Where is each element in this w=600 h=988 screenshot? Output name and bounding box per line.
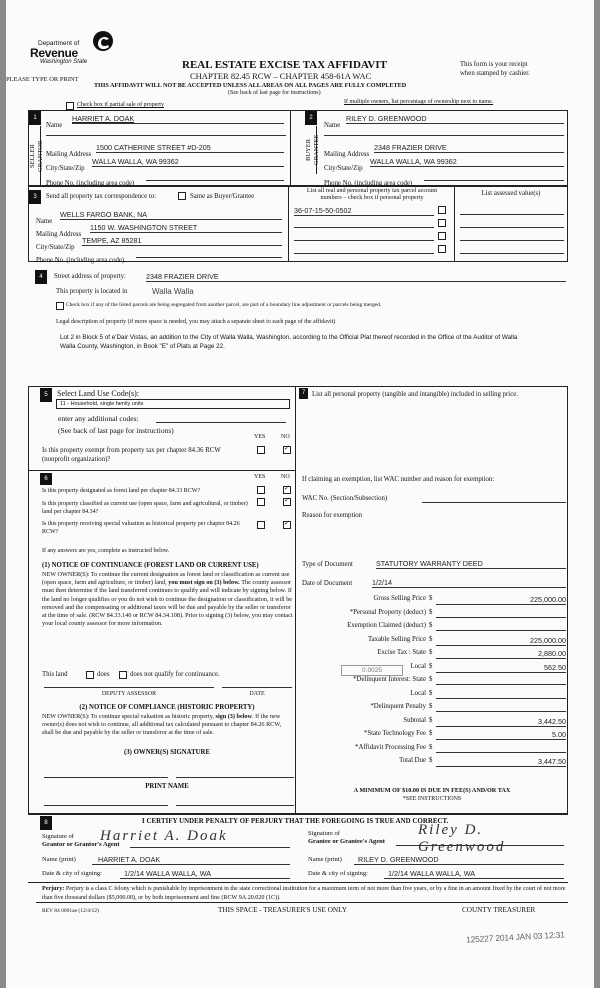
amount-value[interactable]: 2,880.00 bbox=[436, 649, 566, 659]
personal-property-checkbox[interactable] bbox=[438, 232, 446, 240]
print-name-line-2[interactable] bbox=[176, 805, 294, 806]
amount-value[interactable]: 3,442.50 bbox=[436, 717, 566, 727]
amount-row-state-tax bbox=[296, 649, 596, 661]
owner-signature-line-2[interactable] bbox=[176, 777, 294, 778]
wac-label: WAC No. (Section/Subsection) bbox=[302, 495, 388, 502]
amount-row-total bbox=[296, 757, 596, 769]
section-5-number: 5 bbox=[40, 388, 52, 402]
amount-value[interactable] bbox=[436, 609, 566, 618]
agency-line1: Department of bbox=[38, 40, 80, 47]
amount-row-gross bbox=[296, 595, 596, 607]
dor-logo bbox=[30, 30, 130, 66]
perjury-top-rule bbox=[28, 882, 568, 883]
partial-sale-checkbox[interactable] bbox=[66, 102, 74, 110]
currency-symbol: $ bbox=[429, 608, 433, 616]
seller-mailing-field[interactable]: 1500 CATHERINE STREET #D-205 bbox=[96, 143, 284, 153]
legal-description-field[interactable]: Lot 2 in Block 5 of e'Dair Vistas, an addition to the City of Walla Walla, Washington, according to the Official Plat thereof recorded in the Office of the Auditor of Walla Walla County, Washington, in Book "E" of Plats at Page 22. bbox=[60, 334, 518, 350]
seller-name-row bbox=[46, 114, 286, 132]
please-type: PLEASE TYPE OR PRINT bbox=[6, 76, 79, 83]
county-treasurer-label: COUNTY TREASURER bbox=[462, 906, 536, 914]
grantor-date-label: Date & city of signing: bbox=[42, 870, 102, 877]
parcel-number-field[interactable] bbox=[294, 245, 434, 254]
section-2-number: 2 bbox=[305, 111, 317, 125]
compliance-text-b: . If the new owner(s) does not wish to continue, all additional tax calculated pursuant to chapter 84.26 RCW, shall be due and payable by the seller or transferor at the time of sale. bbox=[42, 713, 282, 737]
parcel-number-field[interactable] bbox=[294, 232, 434, 241]
multiple-owners-note: If multiple owners, list percentage of ownership next to name. bbox=[344, 99, 494, 105]
currency-symbol: $ bbox=[429, 716, 433, 724]
deputy-assessor-label: DEPUTY ASSESSOR bbox=[101, 691, 157, 697]
doc-type-label: Type of Document bbox=[302, 561, 353, 568]
currency-symbol: $ bbox=[429, 703, 433, 710]
amount-label: Excise Tax : State bbox=[377, 649, 426, 656]
send-correspondence-label: Send all property tax correspondence to: bbox=[46, 193, 157, 200]
seller-phone-label: Phone No. (including area code) bbox=[46, 180, 135, 187]
buyer-city-field[interactable]: WALLA WALLA, WA 99362 bbox=[370, 157, 564, 167]
form-title: REAL ESTATE EXCISE TAX AFFIDAVIT bbox=[182, 59, 387, 71]
currency-symbol: $ bbox=[429, 757, 433, 764]
corr-name-label: Name bbox=[36, 218, 53, 225]
buyer-name-row bbox=[324, 114, 564, 132]
corr-mailing-field[interactable]: 1150 W. WASHINGTON STREET bbox=[90, 223, 282, 233]
amount-value[interactable] bbox=[436, 690, 566, 699]
amount-label: *Delinquent Penalty bbox=[370, 703, 426, 710]
amount-label: *State Technology Fee bbox=[363, 730, 426, 737]
grantor-date-field[interactable]: 1/2/14 WALLA WALLA, WA bbox=[120, 869, 290, 879]
dor-logo-icon bbox=[92, 30, 114, 52]
current-use-question: Is this property classified as current use (open space, farm and agricultural, or timber) land per chapter 84.34? bbox=[42, 501, 248, 515]
grantee-name-label: Name (print) bbox=[308, 856, 342, 863]
segregated-checkbox[interactable] bbox=[56, 302, 64, 310]
buyer-phone-field[interactable] bbox=[424, 172, 564, 181]
deputy-assessor-line[interactable] bbox=[44, 687, 214, 688]
grantor-signature: Harriet A. Doak bbox=[100, 828, 228, 844]
amount-row-penalty bbox=[296, 703, 596, 715]
seller-phone-field[interactable] bbox=[146, 172, 284, 181]
corr-name-field[interactable]: WELLS FARGO BANK, NA bbox=[60, 210, 282, 220]
parcel-number-field[interactable] bbox=[294, 219, 434, 228]
grantee-sig-label1: Signature of bbox=[308, 830, 340, 837]
buyer-side-label bbox=[305, 126, 320, 174]
currency-symbol: $ bbox=[429, 689, 433, 697]
forest-no-checkbox[interactable] bbox=[283, 486, 291, 494]
acceptance-warning: THIS AFFIDAVIT WILL NOT BE ACCEPTED UNLESS ALL AREAS ON ALL PAGES ARE FULLY COMPLETED bbox=[94, 82, 407, 89]
print-name-line-1[interactable] bbox=[44, 805, 168, 806]
personal-property-field[interactable] bbox=[306, 412, 561, 468]
forest-yes-checkbox[interactable] bbox=[257, 486, 265, 494]
continuance-text-a: NEW OWNER(S): To continue the current designation as forest land or classification as current use (open space, farm and agriculture, or timber) land, bbox=[42, 571, 290, 587]
exemption-label: If claiming an exemption, list WAC number and reason for exemption: bbox=[302, 476, 495, 483]
amount-value[interactable]: 225,000.00 bbox=[436, 595, 566, 605]
corr-phone-row bbox=[36, 249, 286, 267]
parcel-row bbox=[292, 219, 452, 230]
s6-yes-header: YES bbox=[254, 474, 266, 480]
personal-property-checkbox[interactable] bbox=[438, 245, 446, 253]
treasurer-use-label: THIS SPACE - TREASURER'S USE ONLY bbox=[218, 906, 347, 914]
assessor-date-line[interactable] bbox=[222, 687, 292, 688]
cashier-stamp: 125227 2014 JAN 03 12:31 bbox=[465, 929, 565, 945]
grantee-date-field[interactable]: 1/2/14 WALLA WALLA, WA bbox=[384, 869, 564, 879]
section-3-number: 3 bbox=[29, 190, 41, 204]
amount-label: Subtotal bbox=[403, 716, 426, 724]
amount-value[interactable]: 562.50 bbox=[436, 663, 566, 673]
amount-label: *Affidavit Processing Fee bbox=[355, 743, 426, 751]
amount-value[interactable] bbox=[436, 703, 566, 712]
section-1-number: 1 bbox=[29, 111, 41, 125]
doc-date-field[interactable]: 1/2/14 bbox=[372, 578, 566, 588]
historic-question: Is this property receiving special valuation as historical property per chapter 84.26 RCW? bbox=[42, 521, 240, 535]
grantor-sig-label2: Grantor or Grantor's Agent bbox=[42, 841, 120, 848]
amount-row-delinquent-state bbox=[296, 676, 596, 688]
grantor-label: GRANTOR bbox=[37, 140, 44, 172]
additional-codes-field[interactable] bbox=[156, 414, 286, 423]
owner-signature-title: (3) OWNER(S) SIGNATURE bbox=[124, 749, 210, 756]
grantor-sig-label1: Signature of bbox=[42, 833, 74, 840]
corr-phone-label: Phone No. (including area code) bbox=[36, 257, 125, 264]
parcel-header-line1: List all real and personal property tax parcel account bbox=[306, 187, 438, 194]
seller-name-label: Name bbox=[46, 122, 63, 129]
assessed-value-field[interactable] bbox=[460, 206, 564, 215]
grantor-name-field[interactable]: HARRIET A. DOAK bbox=[92, 855, 290, 865]
seller-side-label bbox=[29, 126, 44, 186]
if-yes-note: If any answers are yes, complete as instructed below. bbox=[42, 548, 170, 554]
segregated-label: Check box if any of the listed parcels are being segregated from another parcel, are part of a boundary line adjustment or parcels being merged. bbox=[66, 302, 382, 308]
compliance-text bbox=[42, 713, 294, 738]
exempt-yes-checkbox[interactable] bbox=[257, 446, 265, 454]
this-land-label: This land bbox=[42, 671, 68, 678]
currency-symbol: $ bbox=[429, 649, 433, 656]
buyer-phone-label: Phone No. (including area code) bbox=[324, 180, 413, 187]
located-in-label: This property is located in bbox=[56, 288, 128, 295]
personal-property-label: List all personal property (tangible and intangible) included in selling price. bbox=[312, 391, 518, 398]
doc-type-field[interactable]: STATUTORY WARRANTY DEED bbox=[376, 559, 566, 569]
amount-row-local-tax bbox=[296, 663, 596, 675]
grantee-label: GRANTEE bbox=[313, 134, 320, 166]
see-back-note: (See back of last page for instructions) bbox=[228, 90, 321, 96]
land-does-not-label: does not qualify for continuance. bbox=[130, 671, 220, 678]
assessed-header: List assessed value(s) bbox=[481, 190, 541, 197]
parcel-header-line2: numbers – check box if personal property bbox=[320, 194, 424, 201]
amount-label: Taxable Selling Price bbox=[367, 635, 426, 643]
land-does-checkbox[interactable] bbox=[86, 671, 94, 679]
amount-row-personal bbox=[296, 609, 596, 621]
section-7-number: 7 bbox=[299, 388, 308, 399]
amount-label: Exemption Claimed (deduct) bbox=[347, 622, 426, 629]
seller-mailing-label: Mailing Address bbox=[46, 151, 92, 158]
currency-symbol: $ bbox=[429, 595, 433, 602]
parties-divider bbox=[290, 110, 291, 186]
amount-value[interactable]: 5.00 bbox=[436, 730, 566, 740]
agency-line2: Revenue bbox=[30, 46, 78, 60]
historic-no-checkbox[interactable] bbox=[283, 521, 291, 529]
print-name-label: PRINT NAME bbox=[145, 783, 189, 790]
buyer-name-field[interactable]: RILEY D. GREENWOOD bbox=[346, 114, 564, 124]
s6-no-header: NO bbox=[281, 474, 290, 480]
historic-yes-checkbox[interactable] bbox=[257, 521, 265, 529]
continuance-text bbox=[42, 571, 294, 628]
parcel-number-field[interactable]: 36-07-15-50-0502 bbox=[294, 206, 434, 216]
form-subtitle: CHAPTER 82.45 RCW – CHAPTER 458-61A WAC bbox=[190, 71, 372, 81]
grantee-date-label: Date & city of signing: bbox=[308, 870, 368, 877]
grantee-signature: Riley D. Greenwood bbox=[418, 822, 506, 855]
correspondence-divider bbox=[288, 186, 289, 262]
amount-value[interactable] bbox=[436, 744, 566, 753]
seller-city-field[interactable]: WALLA WALLA, WA 99362 bbox=[92, 157, 284, 167]
currency-symbol: $ bbox=[429, 635, 433, 643]
s5-yes-header: YES bbox=[254, 434, 266, 440]
partial-sale-label: Check box if partial sale of property bbox=[77, 102, 164, 108]
reason-label: Reason for exemption bbox=[302, 512, 363, 519]
continuance-text-b: The county assessor must then determine if the land transferred continues to qualify and will indicate by signing below. If the land no longer qualifies or you do not wish to continue the designation or classification, it will be removed and the compensating or additional taxes will be due and payable by the seller or transferor at the time of sale. (RCW 84.33.140 or RCW 84.34.108). Prior to signing (3) below, you may contact your local county assessor for more information. bbox=[42, 579, 293, 628]
continuance-text-bold: you must sign on (3) below. bbox=[168, 579, 240, 587]
assessed-divider bbox=[454, 186, 455, 262]
seller-label: SELLER bbox=[29, 144, 36, 168]
forest-land-question: Is this property designated as forest land per chapter 84.33 RCW? bbox=[42, 488, 201, 494]
legal-description-label: Legal description of property (if more space is needed, you may attach a separate sheet to each page of the affidavit) bbox=[56, 319, 336, 325]
additional-codes-label: enter any additional codes: bbox=[58, 414, 139, 423]
personal-property-checkbox[interactable] bbox=[438, 219, 446, 227]
buyer-city-label: City/State/Zip bbox=[324, 165, 363, 172]
land-use-label: Select Land Use Code(s): bbox=[57, 389, 139, 398]
currency-symbol: $ bbox=[429, 730, 433, 737]
amount-value[interactable] bbox=[436, 676, 566, 685]
personal-property-checkbox[interactable] bbox=[438, 206, 446, 214]
agency-line3: Washington State bbox=[40, 59, 88, 65]
assessed-value-field[interactable] bbox=[460, 232, 564, 241]
buyer-mailing-label: Mailing Address bbox=[324, 151, 370, 158]
minimum-due-note: A MINIMUM OF $10.00 IS DUE IN FEE(S) AND/OR TAX bbox=[353, 787, 511, 794]
currency-symbol: $ bbox=[429, 743, 433, 751]
buyer-label: BUYER bbox=[305, 138, 312, 162]
corr-phone-field[interactable] bbox=[136, 249, 282, 258]
grantee-sig-label2: Grantee or Grantee's Agent bbox=[308, 838, 385, 845]
section-8-top-rule bbox=[28, 814, 568, 815]
parcel-row bbox=[292, 206, 452, 217]
corr-city-label: City/State/Zip bbox=[36, 244, 75, 251]
wac-field[interactable] bbox=[422, 494, 566, 503]
grantee-signature-field[interactable] bbox=[396, 822, 564, 855]
located-in-value[interactable]: Walla Walla bbox=[152, 287, 194, 296]
currency-symbol: $ bbox=[429, 622, 433, 629]
amount-row-subtotal bbox=[296, 717, 596, 729]
amount-row-processing-fee bbox=[296, 744, 596, 756]
land-does-not-checkbox[interactable] bbox=[119, 671, 127, 679]
buyer-name-label: Name bbox=[324, 122, 341, 129]
currency-symbol: $ bbox=[429, 662, 433, 670]
assessed-value-field[interactable] bbox=[460, 245, 564, 254]
amount-row-taxable bbox=[296, 636, 596, 648]
corr-mailing-label: Mailing Address bbox=[36, 231, 82, 238]
street-address-field[interactable]: 2348 FRAZIER DRIVE bbox=[146, 272, 566, 282]
parcel-row bbox=[292, 245, 452, 256]
receipt-note-1: This form is your receipt bbox=[460, 61, 528, 68]
seller-name-line2[interactable] bbox=[46, 135, 286, 136]
assessed-value-field[interactable] bbox=[460, 219, 564, 228]
current-use-no-checkbox[interactable] bbox=[283, 498, 291, 506]
local-rate-field[interactable]: 0.0025 bbox=[341, 665, 403, 676]
amount-label: Local bbox=[410, 662, 426, 670]
receipt-note-2: when stamped by cashier. bbox=[460, 70, 530, 77]
amount-label: Total Due bbox=[399, 757, 426, 764]
amount-row-tech-fee bbox=[296, 730, 596, 742]
see-instructions-note: *SEE INSTRUCTIONS bbox=[402, 796, 462, 802]
seller-city-label: City/State/Zip bbox=[46, 165, 85, 172]
perjury-certification: I CERTIFY UNDER PENALTY OF PERJURY THAT THE FOREGOING IS TRUE AND CORRECT. bbox=[142, 818, 449, 825]
grantor-name-label: Name (print) bbox=[42, 856, 76, 863]
affidavit-page bbox=[6, 0, 594, 988]
amount-row-exemption bbox=[296, 622, 596, 634]
land-use-select[interactable]: 11 - Household, single family units bbox=[56, 399, 290, 409]
compliance-title: (2) NOTICE OF COMPLIANCE (HISTORIC PROPERTY) bbox=[79, 704, 255, 711]
parcel-header bbox=[290, 187, 454, 201]
section-4-number: 4 bbox=[35, 270, 47, 284]
exempt-no-checkbox[interactable] bbox=[283, 446, 291, 454]
doc-date-label: Date of Document bbox=[302, 580, 353, 587]
reason-field[interactable] bbox=[302, 524, 562, 548]
compliance-text-a: NEW OWNER(S): To continue special valuation as historic property, bbox=[42, 713, 216, 720]
grantor-signature-field[interactable] bbox=[100, 828, 290, 848]
amount-label: Gross Selling Price bbox=[373, 595, 426, 602]
current-use-yes-checkbox[interactable] bbox=[257, 498, 265, 506]
perjury-notice bbox=[42, 885, 568, 902]
amount-row-delinquent-local bbox=[296, 690, 596, 702]
amount-label: Local bbox=[410, 689, 426, 697]
amount-label: *Delinquent Interest: State bbox=[353, 676, 426, 683]
street-address-label: Street address of property: bbox=[54, 273, 126, 280]
section-8-number: 8 bbox=[40, 816, 52, 830]
land-does-label: does bbox=[97, 671, 110, 678]
owner-signature-line-1[interactable] bbox=[44, 777, 168, 778]
form-id: REV 84 0001ae (12/4/12) bbox=[42, 908, 99, 914]
parcel-row bbox=[292, 232, 452, 243]
buyer-name-line2[interactable] bbox=[324, 135, 564, 136]
perjury-text: Perjury is a class C felony which is punishable by imprisonment in the state correctional institution for a maximum term of not more than five years, or by a fine in an amount fixed by the court of not more than five thousand dollars ($5,000.00), or by both imprisonment and fine (RCW 9A.20.020 (1C)). bbox=[42, 886, 566, 901]
compliance-text-bold: sign (3) below bbox=[215, 713, 252, 720]
perjury-bold: Perjury: bbox=[42, 886, 65, 892]
perjury-bottom-rule bbox=[36, 902, 568, 903]
corr-city-field[interactable]: TEMPE, AZ 85281 bbox=[82, 236, 282, 246]
buyer-mailing-field[interactable]: 2348 FRAZIER DRIVE bbox=[374, 143, 564, 153]
s5-no-header: NO bbox=[281, 434, 290, 440]
amount-value[interactable]: 225,000.00 bbox=[436, 636, 566, 646]
amount-value[interactable] bbox=[436, 622, 566, 631]
exempt-question: Is this property exempt from property tax per chapter 84.36 RCW (nonprofit organization)? bbox=[42, 447, 221, 463]
section-6-number: 6 bbox=[40, 473, 52, 485]
continuance-title: (1) NOTICE OF CONTINUANCE (FOREST LAND OR CURRENT USE) bbox=[42, 562, 259, 569]
section-5-6-divider bbox=[28, 470, 295, 471]
same-as-buyer-checkbox[interactable] bbox=[178, 192, 186, 200]
amount-value[interactable]: 3,447.50 bbox=[436, 757, 566, 767]
grantee-name-field[interactable]: RILEY D. GREENWOOD bbox=[354, 855, 564, 865]
amount-label: *Personal Property (deduct) bbox=[349, 608, 426, 616]
currency-symbol: $ bbox=[429, 676, 433, 683]
assessor-date-label: DATE bbox=[249, 691, 265, 697]
same-as-buyer-label: Same as Buyer/Grantee bbox=[190, 193, 255, 200]
seller-name-field[interactable]: HARRIET A. DOAK bbox=[72, 114, 284, 124]
land-use-see-back: (See back of last page for instructions) bbox=[58, 426, 174, 435]
